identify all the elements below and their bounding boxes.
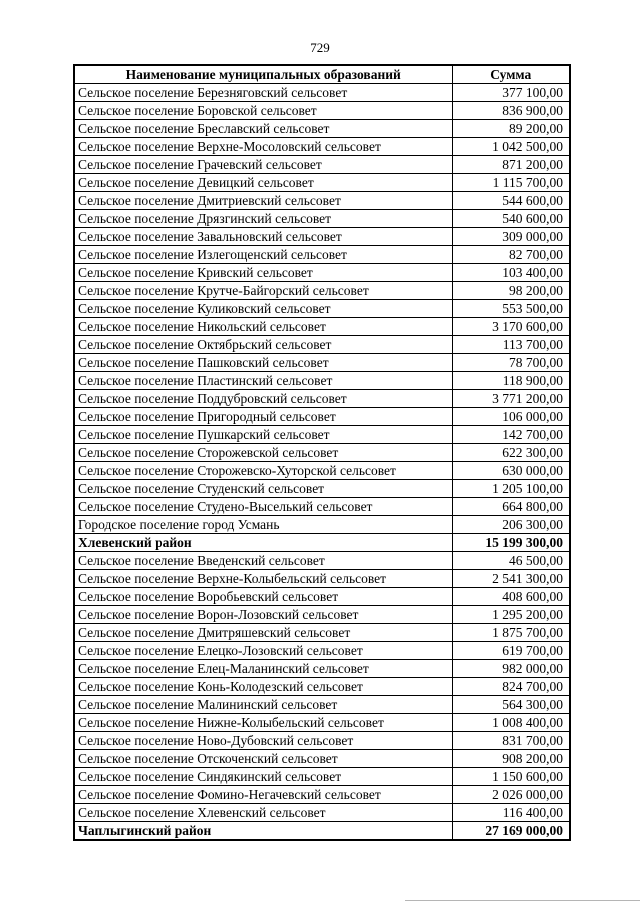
row-name-cell: Сельское поселение Куликовский сельсовет <box>74 300 452 318</box>
row-sum-cell: 544 600,00 <box>452 192 570 210</box>
row-sum-cell: 3 771 200,00 <box>452 390 570 408</box>
row-sum-cell: 27 169 000,00 <box>452 822 570 841</box>
row-name-cell: Сельское поселение Елец-Маланинский сельсовет <box>74 660 452 678</box>
row-sum-cell: 78 700,00 <box>452 354 570 372</box>
row-sum-cell: 836 900,00 <box>452 102 570 120</box>
page-number: 729 <box>310 40 330 55</box>
table-row-district <box>74 534 570 552</box>
row-sum-cell: 377 100,00 <box>452 84 570 102</box>
row-sum-cell: 113 700,00 <box>452 336 570 354</box>
row-name-cell: Сельское поселение Ворон-Лозовский сельсовет <box>74 606 452 624</box>
row-sum-cell: 106 000,00 <box>452 408 570 426</box>
row-name-cell: Сельское поселение Фомино-Негачевский сельсовет <box>74 786 452 804</box>
budget-table-container <box>73 64 569 841</box>
row-name-cell: Сельское поселение Крутче-Байгорский сельсовет <box>74 282 452 300</box>
table-row <box>74 426 570 444</box>
budget-table <box>73 64 571 841</box>
row-sum-cell: 871 200,00 <box>452 156 570 174</box>
table-row-district <box>74 822 570 841</box>
table-row <box>74 336 570 354</box>
row-name-cell: Сельское поселение Нижне-Колыбельский сельсовет <box>74 714 452 732</box>
table-row <box>74 192 570 210</box>
table-row <box>74 408 570 426</box>
table-header <box>74 65 570 84</box>
table-row <box>74 138 570 156</box>
row-sum-cell: 619 700,00 <box>452 642 570 660</box>
table-body <box>74 84 570 841</box>
row-name-cell: Сельское поселение Октябрьский сельсовет <box>74 336 452 354</box>
row-sum-cell: 89 200,00 <box>452 120 570 138</box>
row-sum-cell: 908 200,00 <box>452 750 570 768</box>
row-sum-cell: 142 700,00 <box>452 426 570 444</box>
row-name-cell: Сельское поселение Верхне-Колыбельский сельсовет <box>74 570 452 588</box>
row-sum-cell: 116 400,00 <box>452 804 570 822</box>
row-name-cell: Сельское поселение Дрязгинский сельсовет <box>74 210 452 228</box>
table-row <box>74 624 570 642</box>
row-name-cell: Сельское поселение Никольский сельсовет <box>74 318 452 336</box>
table-row <box>74 84 570 102</box>
row-name-cell: Сельское поселение Хлевенский сельсовет <box>74 804 452 822</box>
table-row <box>74 156 570 174</box>
table-row <box>74 804 570 822</box>
row-name-cell: Сельское поселение Верхне-Мосоловский сельсовет <box>74 138 452 156</box>
row-name-cell: Хлевенский район <box>74 534 452 552</box>
row-sum-cell: 1 205 100,00 <box>452 480 570 498</box>
row-name-cell: Сельское поселение Девицкий сельсовет <box>74 174 452 192</box>
row-sum-cell: 206 300,00 <box>452 516 570 534</box>
table-row <box>74 228 570 246</box>
table-row <box>74 552 570 570</box>
table-row <box>74 444 570 462</box>
table-row <box>74 354 570 372</box>
row-name-cell: Сельское поселение Синдякинский сельсовет <box>74 768 452 786</box>
row-sum-cell: 1 008 400,00 <box>452 714 570 732</box>
row-sum-cell: 630 000,00 <box>452 462 570 480</box>
row-sum-cell: 15 199 300,00 <box>452 534 570 552</box>
row-sum-cell: 824 700,00 <box>452 678 570 696</box>
row-sum-cell: 1 042 500,00 <box>452 138 570 156</box>
row-sum-cell: 2 541 300,00 <box>452 570 570 588</box>
row-sum-cell: 1 875 700,00 <box>452 624 570 642</box>
row-name-cell: Сельское поселение Конь-Колодезский сельсовет <box>74 678 452 696</box>
table-row <box>74 210 570 228</box>
row-name-cell: Сельское поселение Пригородный сельсовет <box>74 408 452 426</box>
table-row <box>74 372 570 390</box>
row-sum-cell: 540 600,00 <box>452 210 570 228</box>
table-row <box>74 264 570 282</box>
table-row <box>74 696 570 714</box>
row-name-cell: Сельское поселение Отскоченский сельсовет <box>74 750 452 768</box>
row-sum-cell: 1 150 600,00 <box>452 768 570 786</box>
row-name-cell: Сельское поселение Пушкарский сельсовет <box>74 426 452 444</box>
table-row <box>74 102 570 120</box>
table-row <box>74 606 570 624</box>
table-row <box>74 786 570 804</box>
row-name-cell: Сельское поселение Студено-Выселький сельсовет <box>74 498 452 516</box>
row-name-cell: Сельское поселение Пластинский сельсовет <box>74 372 452 390</box>
table-row <box>74 498 570 516</box>
table-row <box>74 282 570 300</box>
row-sum-cell: 1 295 200,00 <box>452 606 570 624</box>
row-name-cell: Сельское поселение Введенский сельсовет <box>74 552 452 570</box>
table-row <box>74 174 570 192</box>
row-sum-cell: 553 500,00 <box>452 300 570 318</box>
table-row <box>74 390 570 408</box>
row-name-cell: Сельское поселение Боровской сельсовет <box>74 102 452 120</box>
table-row <box>74 246 570 264</box>
row-name-cell: Сельское поселение Воробьевский сельсовет <box>74 588 452 606</box>
row-name-cell: Сельское поселение Малининский сельсовет <box>74 696 452 714</box>
header-sum: Сумма <box>452 65 570 84</box>
row-name-cell: Сельское поселение Бреславский сельсовет <box>74 120 452 138</box>
row-name-cell: Сельское поселение Грачевский сельсовет <box>74 156 452 174</box>
row-name-cell: Сельское поселение Елецко-Лозовский сельсовет <box>74 642 452 660</box>
row-sum-cell: 3 170 600,00 <box>452 318 570 336</box>
row-sum-cell: 664 800,00 <box>452 498 570 516</box>
row-name-cell: Сельское поселение Сторожевско-Хуторской сельсовет <box>74 462 452 480</box>
row-sum-cell: 408 600,00 <box>452 588 570 606</box>
row-sum-cell: 1 115 700,00 <box>452 174 570 192</box>
table-row <box>74 570 570 588</box>
row-sum-cell: 103 400,00 <box>452 264 570 282</box>
row-name-cell: Сельское поселение Пашковский сельсовет <box>74 354 452 372</box>
row-sum-cell: 564 300,00 <box>452 696 570 714</box>
row-sum-cell: 831 700,00 <box>452 732 570 750</box>
table-row <box>74 300 570 318</box>
table-row <box>74 660 570 678</box>
row-name-cell: Сельское поселение Студенский сельсовет <box>74 480 452 498</box>
table-row <box>74 732 570 750</box>
row-sum-cell: 118 900,00 <box>452 372 570 390</box>
table-row <box>74 768 570 786</box>
scan-edge-line <box>405 900 640 901</box>
row-name-cell: Сельское поселение Ново-Дубовский сельсовет <box>74 732 452 750</box>
row-name-cell: Сельское поселение Сторожевской сельсовет <box>74 444 452 462</box>
row-sum-cell: 2 026 000,00 <box>452 786 570 804</box>
header-row <box>74 65 570 84</box>
table-row <box>74 462 570 480</box>
table-row <box>74 516 570 534</box>
row-sum-cell: 622 300,00 <box>452 444 570 462</box>
row-name-cell: Сельское поселение Кривский сельсовет <box>74 264 452 282</box>
table-row <box>74 678 570 696</box>
table-row <box>74 480 570 498</box>
header-name: Наименование муниципальных образований <box>74 65 452 84</box>
row-name-cell: Сельское поселение Излегощенский сельсовет <box>74 246 452 264</box>
row-sum-cell: 46 500,00 <box>452 552 570 570</box>
table-row <box>74 588 570 606</box>
table-row <box>74 714 570 732</box>
row-name-cell: Сельское поселение Березняговский сельсовет <box>74 84 452 102</box>
row-sum-cell: 982 000,00 <box>452 660 570 678</box>
row-sum-cell: 98 200,00 <box>452 282 570 300</box>
row-name-cell: Сельское поселение Дмитряшевский сельсовет <box>74 624 452 642</box>
row-sum-cell: 309 000,00 <box>452 228 570 246</box>
row-name-cell: Городское поселение город Усмань <box>74 516 452 534</box>
row-name-cell: Сельское поселение Завальновский сельсовет <box>74 228 452 246</box>
row-name-cell: Чаплыгинский район <box>74 822 452 841</box>
row-name-cell: Сельское поселение Поддубровский сельсовет <box>74 390 452 408</box>
table-row <box>74 120 570 138</box>
table-row <box>74 318 570 336</box>
table-row <box>74 642 570 660</box>
row-sum-cell: 82 700,00 <box>452 246 570 264</box>
row-name-cell: Сельское поселение Дмитриевский сельсовет <box>74 192 452 210</box>
table-row <box>74 750 570 768</box>
